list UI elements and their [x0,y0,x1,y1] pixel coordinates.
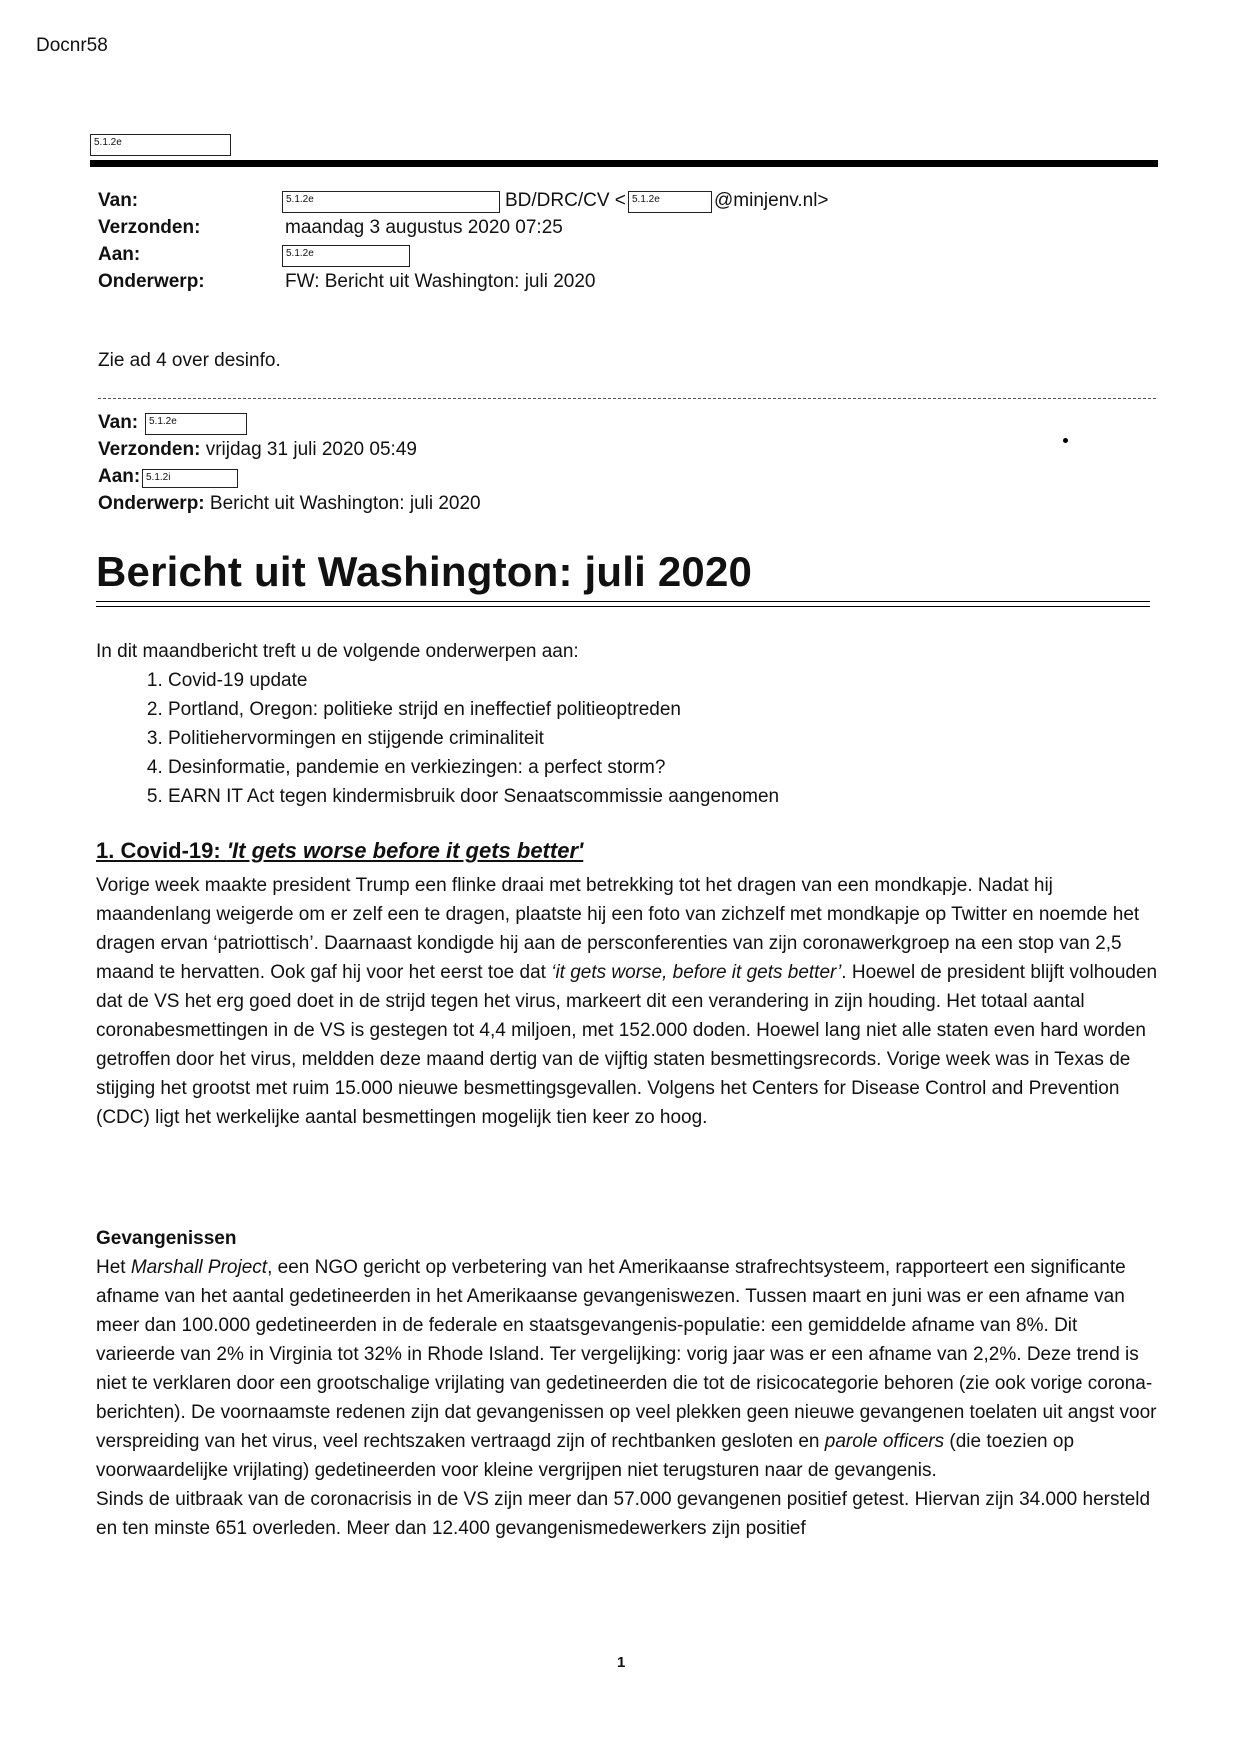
gevangenissen-paragraph: Het Marshall Project, een NGO gericht op verbetering van het Amerikaanse strafrechtsysteem, rapporteert een significante afname van het aantal gedetineerden in het Amerikaanse gevangeniswezen. Tussen maart en juni was er een afname van meer dan 100.000 gedetineerden in de federale en staatsgevangenis-populatie: een gemiddelde afname van 8%. Dit varieerde van 2% in Virginia tot 32% in Rhode Island. Ter vergelijking: vorig jaar was er een afname van 2,2%. Deze trend is niet te verklaren door een grootschalige vrijlating van gedetineerden die tot de risicocategorie behoren (zie ook vorige corona-berichten). De voornaamste redenen zijn dat gevangenissen op veel plekken geen nieuwe gevangenen toelaten uit angst voor verspreiding van het virus, veel rechtszaken vertraagd zijn of rechtbanken gesloten en parole officers (die toezien op voorwaardelijke vrijlating) gedetineerden voor kleine vergrijpen niet terugsturen naar de gevangenis. Sinds de uitbraak van de coronacrisis in de VS zijn meer dan 57.000 gevangenen positief getest. Hiervan zijn 34.000 hersteld en ten minste 651 overleden. Meer dan 12.400 gevangenismedewerkers zijn positief [96,1253,1158,1543]
section-1-paragraph: Vorige week maakte president Trump een flinke draai met betrekking tot het dragen van een mondkapje. Nadat hij maandenlang weigerde om er zelf een te dragen, plaatste hij een foto van zichzelf met mondkapje op Twitter en noemde het dragen ervan ‘patriottisch’. Daarnaast kondigde hij aan de persconferenties van zijn coronawerkgroep na een stop van 2,5 maand te hervatten. Ook gaf hij voor het eerst toe dat ‘it gets worse, before it gets better’. Hoewel de president blijft volhouden dat de VS het erg goed doet in de strijd tegen het virus, markeert dit een verandering in zijn houding. Het totaal aantal coronabesmettingen in de VS is gestegen tot 4,4 miljoen, met 152.000 doden. Hoewel lang niet alle staten even hard worden getroffen door het virus, meldden deze maand dertig van de vijftig staten besmettingsrecords. Vorige week was in Texas de stijging het grootst met ruim 15.000 nieuwe besmettingsgevallen. Volgens het Centers for Disease Control and Prevention (CDC) ligt het werkelijke aantal besmettingen mogelijk tien keer zo hoog. [96,875,1158,1128]
toc-item: 5. EARN IT Act tegen kindermisbruik door Senaatscommissie aangenomen [168,782,1158,811]
intro-block [96,637,1158,811]
onderwerp-value: FW: Bericht uit Washington: juli 2020 [285,271,596,292]
document-number: Docnr58 [36,35,108,56]
van-value-mid: BD/DRC/CV < [505,190,626,211]
quote-text: ‘it gets worse, before it gets better’ [551,962,842,983]
page-number: 1 [617,1654,626,1671]
toc-item: 1. Covid-19 update [168,666,1158,695]
title-rule-2 [96,606,1150,607]
scan-dot [1063,438,1068,443]
redaction-box-aan: 5.1.2e [282,245,410,267]
toc-list [96,666,1158,811]
section-1-heading: 1. Covid-19: 'It gets worse before it gets better' [96,838,584,863]
toc-item: 2. Portland, Oregon: politieke strijd en ineffectief politieoptreden [168,695,1158,724]
toc-item: 3. Politiehervormingen en stijgende criminaliteit [168,724,1158,753]
page-title: Bericht uit Washington: juli 2020 [96,548,753,595]
section-1-heading-quote: 'It gets worse before it gets better' [226,838,584,863]
verzonden-value: maandag 3 augustus 2020 07:25 [285,217,563,238]
fwd-onderwerp-value: Bericht uit Washington: juli 2020 [209,493,481,514]
header-rule [90,160,1158,167]
fwd-van-label: Van: [98,412,139,433]
onderwerp-label: Onderwerp: [98,271,205,292]
dashed-separator [98,398,1156,399]
parole-officers: parole officers [824,1431,945,1452]
gevangenissen-heading: Gevangenissen [96,1228,237,1249]
redaction-box-fwd-van: 5.1.2e [145,413,247,435]
toc-item: 4. Desinformatie, pandemie en verkiezingen: a perfect storm? [168,753,1158,782]
redaction-box-van: 5.1.2e [282,191,500,213]
redaction-code: 5.1.2e [94,137,122,148]
verzonden-label: Verzonden: [98,217,201,238]
fwd-verzonden-label: Verzonden: [98,439,201,460]
fwd-verzonden-value: vrijdag 31 juli 2020 05:49 [205,439,417,460]
fwd-onderwerp-label: Onderwerp: [98,493,205,514]
redaction-box-fwd-aan: 5.1.2i [142,469,238,488]
van-label: Van: [98,190,139,211]
redaction-box-van-email: 5.1.2e [628,191,712,213]
van-value-end: @minjenv.nl> [714,190,829,211]
marshall-project: Marshall Project [130,1257,268,1278]
gevangenissen-paragraph-2: Sinds de uitbraak van de coronacrisis in de VS zijn meer dan 57.000 gevangenen positief getest. Hiervan zijn 34.000 hersteld en ten minste 651 overleden. Meer dan 12.400 gevangenismedewerkers zijn positief [96,1489,1151,1539]
note-text: Zie ad 4 over desinfo. [98,350,281,371]
redaction-box-top [90,134,231,156]
fwd-aan-label: Aan: [98,466,141,487]
intro-text: In dit maandbericht treft u de volgende onderwerpen aan: [96,641,579,662]
title-rule-1 [96,601,1150,602]
aan-label: Aan: [98,244,141,265]
